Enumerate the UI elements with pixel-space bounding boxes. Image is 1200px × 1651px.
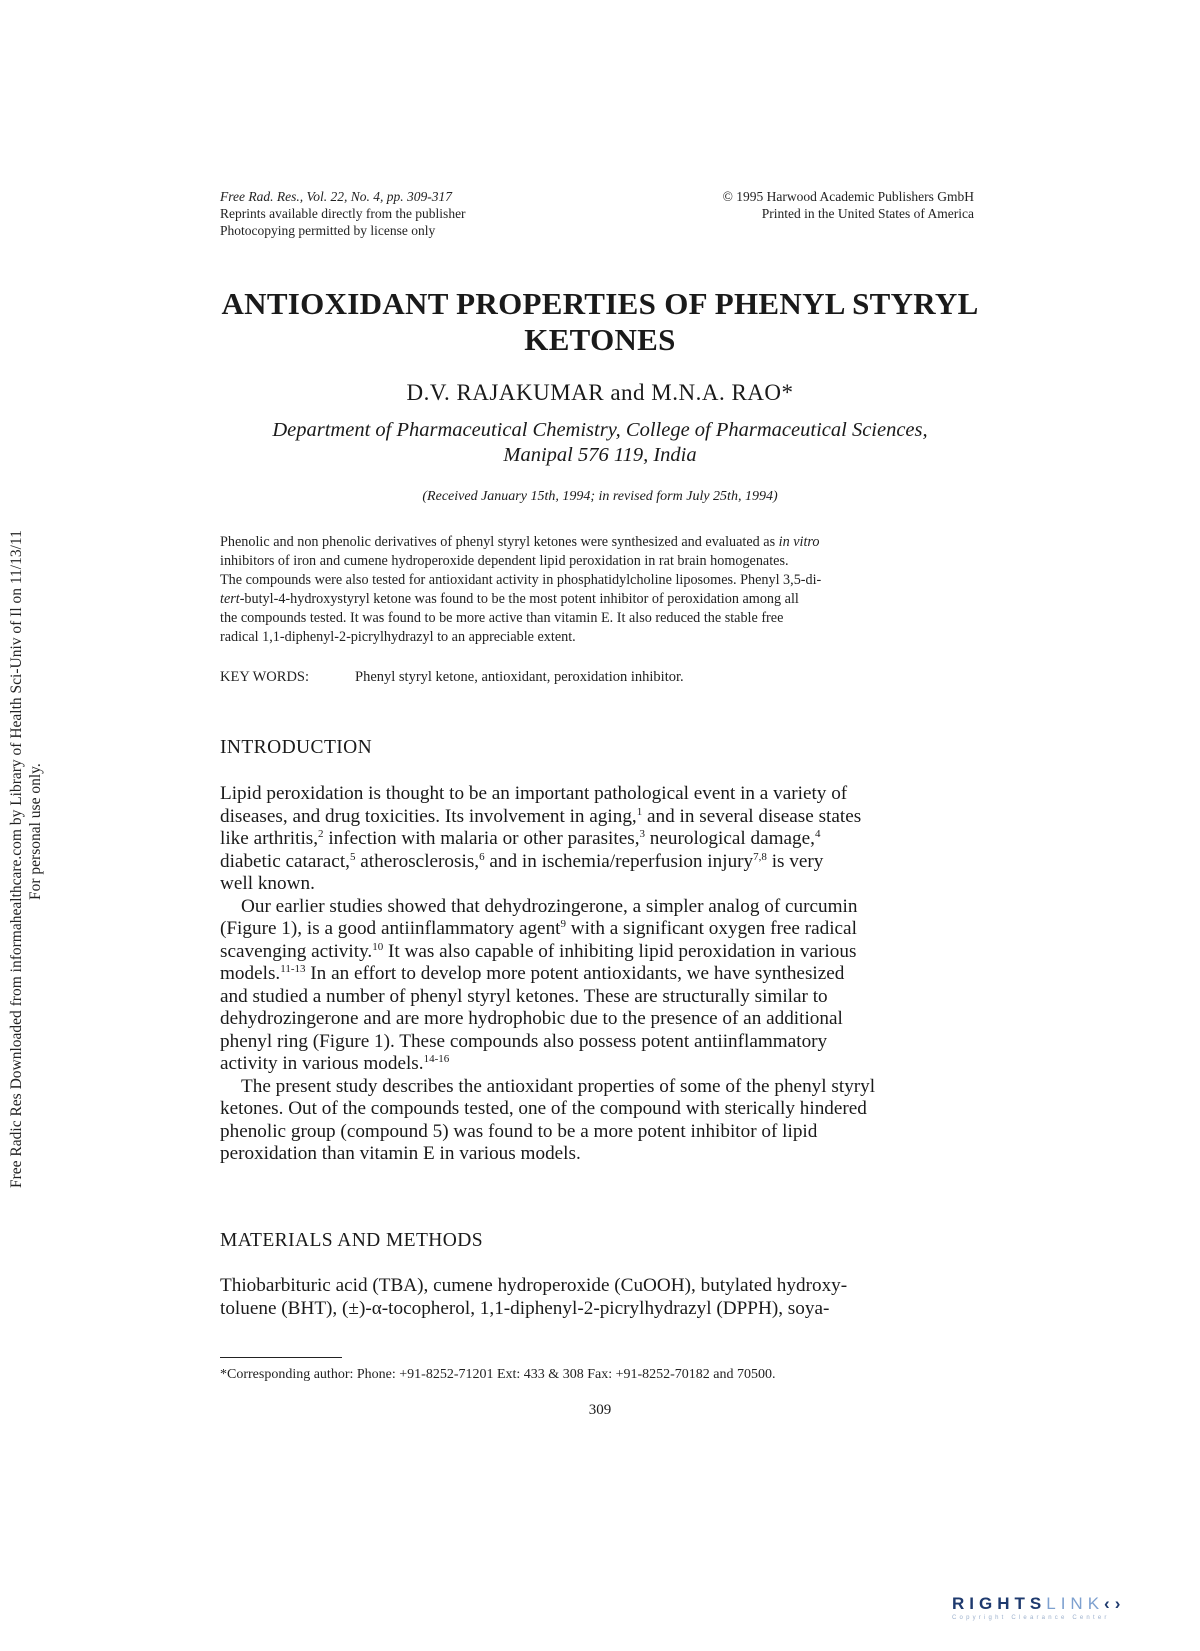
printed-note: Printed in the United States of America (761, 206, 974, 221)
rightslink-bold: RIGHTS (952, 1594, 1047, 1613)
rightslink-wordmark (952, 1594, 1125, 1614)
affiliation-line-1: Department of Pharmaceutical Chemistry, College of Pharmaceutical Sciences, (272, 419, 928, 441)
authors: D.V. RAJAKUMAR and M.N.A. RAO* (406, 380, 794, 405)
text-line (220, 963, 972, 986)
methods-heading: MATERIALS AND METHODS (220, 1230, 483, 1251)
copyright-note: © 1995 Harwood Academic Publishers GmbH (722, 189, 974, 204)
affiliation (200, 418, 1000, 468)
citation-ref: 1 (636, 805, 643, 818)
abstract-line (220, 590, 974, 609)
abstract-line (220, 533, 974, 552)
download-watermark-line-2: For personal use only. (27, 763, 44, 900)
text-line: toluene (BHT), (±)-α-tocopherol, 1,1-diphenyl-2-picrylhydrazyl (DPPH), soya- (220, 1297, 830, 1319)
text-run: is very (766, 850, 824, 872)
page-number: 309 (588, 1402, 612, 1418)
text-line (220, 806, 972, 829)
text-line: Thiobarbituric acid (TBA), cumene hydroperoxide (CuOOH), butylated hydroxy- (220, 1275, 848, 1296)
rightslink-arrows-icon: ‹› (1104, 1594, 1126, 1613)
journal-header-left (220, 188, 466, 239)
photocopying-note: Photocopying permitted by license only (220, 223, 436, 238)
footnote: *Corresponding author: Phone: +91-8252-71201 Ext: 433 & 308 Fax: +91-8252-70182 and 70500. (220, 1367, 776, 1382)
text-run: models. (220, 963, 281, 984)
abstract-text: Phenolic and non phenolic derivatives of phenyl styryl ketones were synthesized and evaluated as (220, 534, 776, 550)
text-run: diabetic cataract, (220, 850, 350, 872)
text-run: atherosclerosis, (355, 850, 480, 872)
citation-ref: 6 (479, 850, 485, 863)
footnote-rule (220, 1357, 342, 1358)
abstract-line: inhibitors of iron and cumene hydroperoxide dependent lipid peroxidation in rat brain homogenates. (220, 553, 789, 569)
citation-ref: 5 (349, 850, 356, 863)
abstract-italic: tert (220, 591, 240, 607)
text-run: neurological damage, (645, 828, 815, 849)
text-run: infection with malaria or other parasites, (323, 828, 640, 849)
text-line (220, 828, 972, 851)
journal-citation-text: Free Rad. Res., Vol. 22, No. 4, pp. 309-317 (220, 189, 452, 204)
text-line: The present study describes the antioxidant properties of some of the phenyl styryl (241, 1075, 876, 1097)
citation-ref: 11-13 (280, 963, 306, 975)
text-run: activity in various models. (220, 1053, 424, 1074)
text-line: ketones. Out of the compounds tested, one of the compound with sterically hindered (220, 1098, 867, 1119)
keywords (220, 669, 684, 686)
received-dates: (Received January 15th, 1994; in revised form July 25th, 1994) (422, 489, 778, 504)
text-run: scavenging activity. (220, 940, 373, 962)
text-line: Lipid peroxidation is thought to be an important pathological event in a variety of (220, 783, 848, 804)
article-title-line-1: ANTIOXIDANT PROPERTIES OF PHENYL STYRYL (221, 286, 979, 321)
abstract (220, 533, 974, 647)
text-line: dehydrozingerone and are more hydrophobic due to the presence of an additional (220, 1008, 843, 1029)
affiliation-line-2: Manipal 576 119, India (503, 444, 697, 466)
text-run: and in ischemia/reperfusion injury (484, 850, 754, 872)
text-line: Our earlier studies showed that dehydrozingerone, a simpler analog of curcumin (241, 895, 858, 917)
text-run: diseases, and drug toxicities. Its involvement in aging, (220, 805, 637, 827)
text-line (220, 1053, 972, 1076)
text-line: well known. (220, 873, 315, 894)
text-line: phenyl ring (Figure 1). These compounds also possess potent antiinflammatory (220, 1030, 828, 1052)
citation-ref: 9 (560, 918, 566, 930)
introduction-body (220, 783, 972, 1166)
rightslink-light: LINK (1046, 1594, 1105, 1613)
citation-ref: 14-16 (423, 1053, 450, 1065)
rightslink-tagline: Copyright Clearance Center (952, 1615, 1110, 1621)
text-run: (Figure 1), is a good antiinflammatory agent (220, 918, 561, 939)
keywords-value: Phenyl styryl ketone, antioxidant, peroxidation inhibitor. (355, 669, 684, 685)
citation-ref: 3 (639, 828, 645, 840)
abstract-line: The compounds were also tested for antioxidant activity in phosphatidylcholine liposomes. Phenyl 3,5-di- (220, 572, 822, 588)
citation-ref: 4 (814, 828, 821, 840)
abstract-italic: in vitro (778, 534, 820, 550)
personal-use-watermark (27, 763, 45, 900)
journal-header-right (723, 188, 974, 222)
abstract-line: the compounds tested. It was found to be more active than vitamin E. It also reduced the stable free (220, 610, 784, 626)
abstract-line: radical 1,1-diphenyl-2-picrylhydrazyl to an appreciable extent. (220, 629, 576, 645)
article-title-line-2: KETONES (524, 322, 676, 357)
download-watermark-line-1: Free Radic Res Downloaded from informahealthcare.com by Library of Health Sci-Univ of Il on 11/13/11 (8, 530, 25, 1188)
introduction-heading: INTRODUCTION (220, 737, 373, 758)
abstract-text: -butyl-4-hydroxystyryl ketone was found to be the most potent inhibitor of peroxidation among all (239, 591, 799, 607)
text-run: In an effort to develop more potent antioxidants, we have synthesized (305, 963, 845, 984)
journal-citation (220, 188, 466, 205)
citation-ref: 10 (372, 940, 384, 953)
citation-ref: 7,8 (753, 850, 767, 863)
text-run: with a significant oxygen free radical (566, 918, 857, 939)
download-watermark (8, 530, 26, 1188)
text-run: like arthritis, (220, 828, 319, 849)
text-line (220, 918, 972, 941)
keywords-label: KEY WORDS: (220, 669, 310, 685)
text-run: It was also capable of inhibiting lipid peroxidation in various (383, 940, 857, 962)
methods-body (220, 1275, 972, 1320)
text-line: peroxidation than vitamin E in various models. (220, 1143, 581, 1164)
text-line: phenolic group (compound 5) was found to be a more potent inhibitor of lipid (220, 1120, 818, 1142)
text-line: and studied a number of phenyl styryl ketones. These are structurally similar to (220, 985, 828, 1007)
text-line (220, 851, 972, 874)
reprints-note: Reprints available directly from the publisher (220, 206, 466, 221)
text-run: and in several disease states (642, 805, 862, 827)
rightslink-logo (952, 1594, 1125, 1621)
text-line (220, 941, 972, 964)
citation-ref: 2 (318, 828, 324, 840)
article-title (200, 286, 1000, 358)
